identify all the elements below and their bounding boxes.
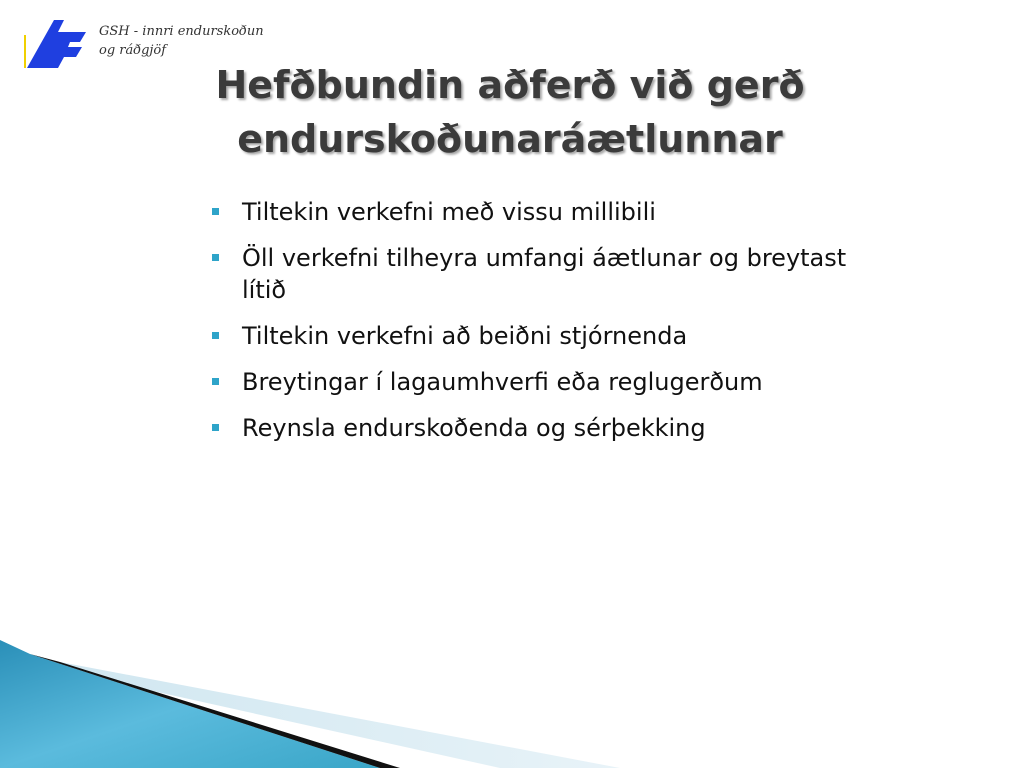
bullet-text: Tiltekin verkefni að beiðni stjórnenda bbox=[242, 322, 688, 350]
slide-title: Hefðbundin aðferð við gerð endurskoðunaráætlunnar bbox=[215, 63, 805, 161]
bullet-list bbox=[208, 196, 858, 458]
logo-text-line2: og ráðgjöf bbox=[99, 43, 167, 58]
bullet-text: Öll verkefni tilheyra umfangi áætlunar og breytast lítið bbox=[242, 244, 847, 304]
bullet-text: Reynsla endurskoðenda og sérþekking bbox=[242, 414, 706, 442]
logo-text-line1: GSH - innri endurskoðun bbox=[99, 24, 264, 39]
bullet-item bbox=[208, 412, 858, 444]
bullet-item bbox=[208, 366, 858, 398]
bullet-text: Breytingar í lagaumhverfi eða reglugerðum bbox=[242, 368, 763, 396]
footer-decoration bbox=[0, 640, 1024, 768]
bullet-text: Tiltekin verkefni með vissu millibili bbox=[242, 198, 656, 226]
bullet-item bbox=[208, 242, 858, 306]
square-bullet-icon bbox=[212, 424, 219, 431]
square-bullet-icon bbox=[212, 378, 219, 385]
gsh-logo-icon bbox=[24, 18, 94, 70]
square-bullet-icon bbox=[212, 208, 219, 215]
square-bullet-icon bbox=[212, 332, 219, 339]
bullet-item bbox=[208, 320, 858, 352]
bullet-item bbox=[208, 196, 858, 228]
square-bullet-icon bbox=[212, 254, 219, 261]
